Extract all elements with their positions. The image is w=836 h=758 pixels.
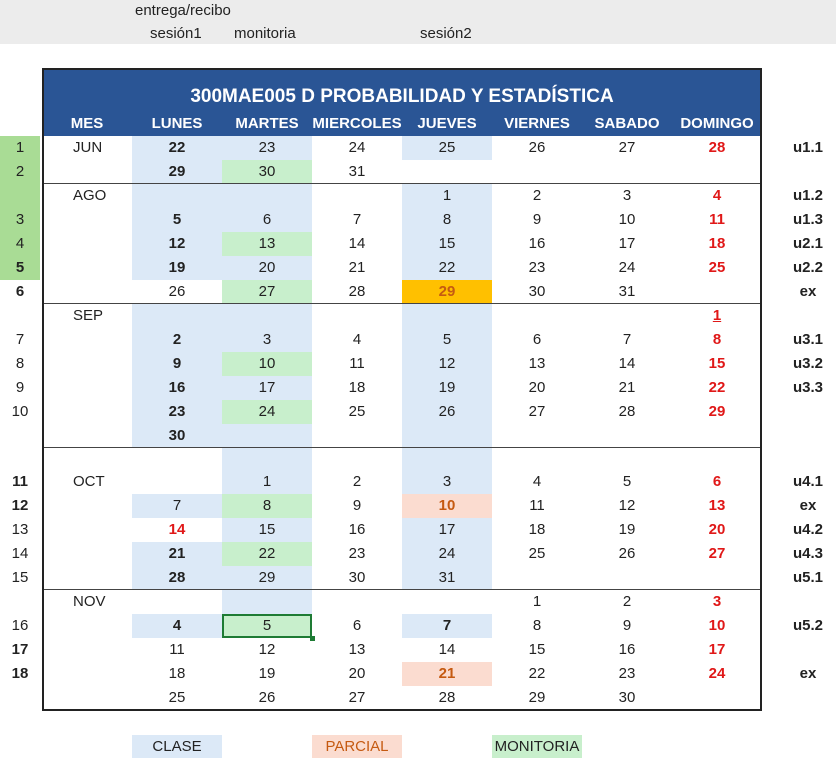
day-cell[interactable]: 6 <box>352 617 362 634</box>
day-cell[interactable]: 23 <box>258 139 276 156</box>
day-cell[interactable]: 15 <box>708 355 726 372</box>
day-cell[interactable]: 20 <box>708 521 726 538</box>
day-cell[interactable]: 26 <box>258 689 276 706</box>
day-cell[interactable]: 12 <box>168 235 186 252</box>
month-label: SEP <box>73 307 104 324</box>
day-cell[interactable]: 31 <box>618 283 636 300</box>
day-cell[interactable]: 25 <box>168 689 186 706</box>
day-cell[interactable]: 27 <box>258 283 276 300</box>
day-cell[interactable]: 23 <box>168 403 186 420</box>
day-cell[interactable]: 19 <box>168 259 186 276</box>
day-cell[interactable]: 1 <box>712 307 722 324</box>
day-cell[interactable]: 19 <box>258 665 276 682</box>
day-cell[interactable]: 3 <box>442 473 452 490</box>
day-cell[interactable]: 5 <box>442 331 452 348</box>
unit-tag: ex <box>799 283 817 300</box>
day-cell[interactable]: 14 <box>618 355 636 372</box>
day-cell[interactable]: 11 <box>529 497 545 514</box>
week-number: 5 <box>15 259 25 276</box>
day-cell[interactable]: 18 <box>708 235 726 252</box>
day-cell[interactable]: 8 <box>262 497 272 514</box>
day-cell[interactable]: 4 <box>532 473 542 490</box>
week-number <box>0 304 40 328</box>
unit-tag <box>780 160 836 184</box>
day-cell[interactable]: 8 <box>532 617 542 634</box>
day-cell[interactable]: 4 <box>172 617 182 634</box>
day-cell[interactable]: 13 <box>708 497 726 514</box>
day-cell[interactable]: 24 <box>258 403 276 420</box>
week-number <box>0 424 40 448</box>
week-number: 6 <box>15 283 25 300</box>
fill-handle[interactable] <box>310 636 315 641</box>
week-number <box>0 184 40 208</box>
day-cell[interactable]: 18 <box>528 521 546 538</box>
month-label: AGO <box>73 187 107 204</box>
day-cell[interactable]: 11 <box>349 355 365 372</box>
day-cell[interactable]: 22 <box>258 545 276 562</box>
day-cell[interactable]: 7 <box>352 211 362 228</box>
day-cell[interactable]: 3 <box>262 331 272 348</box>
day-cell[interactable]: 11 <box>169 641 185 658</box>
day-cell[interactable]: 30 <box>258 163 276 180</box>
unit-tag: u4.1 <box>792 473 823 490</box>
day-cell[interactable]: 20 <box>348 665 366 682</box>
day-cell[interactable]: 2 <box>622 593 632 610</box>
day-cell[interactable]: 13 <box>528 355 546 372</box>
day-cell[interactable]: 14 <box>348 235 366 252</box>
day-cell[interactable]: 25 <box>528 545 546 562</box>
day-cell[interactable]: 17 <box>438 521 456 538</box>
day-cell[interactable]: 9 <box>352 497 362 514</box>
day-cell[interactable]: 18 <box>168 665 186 682</box>
day-cell[interactable]: 20 <box>528 379 546 396</box>
week-number: 11 <box>12 473 28 490</box>
unit-tag <box>780 686 836 710</box>
day-cell[interactable]: 16 <box>528 235 546 252</box>
day-cell[interactable]: 24 <box>618 259 636 276</box>
unit-tag: u4.3 <box>792 545 823 562</box>
day-cell[interactable]: 31 <box>438 569 456 586</box>
day-cell[interactable]: 1 <box>532 593 542 610</box>
day-cell[interactable]: 10 <box>258 355 276 372</box>
day-cell[interactable]: 27 <box>708 545 726 562</box>
day-cell[interactable]: 24 <box>438 545 456 562</box>
day-cell[interactable]: 23 <box>528 259 546 276</box>
day-cell[interactable]: 27 <box>618 139 636 156</box>
unit-tag: u1.1 <box>792 139 823 156</box>
day-cell[interactable]: 3 <box>622 187 632 204</box>
day-cell[interactable]: 6 <box>532 331 542 348</box>
day-cell[interactable]: 26 <box>618 545 636 562</box>
day-cell[interactable]: 2 <box>532 187 542 204</box>
day-cell[interactable]: 15 <box>528 641 546 658</box>
day-cell[interactable]: 16 <box>348 521 366 538</box>
day-cell[interactable]: 16 <box>168 379 186 396</box>
day-cell[interactable]: 20 <box>258 259 276 276</box>
unit-tag: u2.2 <box>792 259 823 276</box>
day-cell[interactable]: 28 <box>438 689 456 706</box>
unit-tag: ex <box>799 665 817 682</box>
day-cell[interactable]: 28 <box>618 403 636 420</box>
week-number: 18 <box>11 665 29 682</box>
day-cell[interactable]: 12 <box>258 641 276 658</box>
unit-tag: u3.1 <box>792 331 823 348</box>
day-cell[interactable]: 11 <box>709 211 725 228</box>
calendar-frame <box>42 68 762 711</box>
day-cell[interactable]: 29 <box>528 689 546 706</box>
unit-tag: u2.1 <box>792 235 823 252</box>
day-cell[interactable]: 22 <box>708 379 726 396</box>
unit-tag <box>780 400 836 424</box>
day-cell[interactable]: 16 <box>618 641 636 658</box>
day-cell[interactable]: 8 <box>712 331 722 348</box>
day-cell[interactable]: 14 <box>168 521 186 538</box>
week-number: 8 <box>15 355 25 372</box>
day-cell[interactable]: 31 <box>348 163 366 180</box>
day-cell[interactable]: 29 <box>168 163 186 180</box>
day-cell[interactable]: 13 <box>348 641 366 658</box>
selected-cell[interactable] <box>222 614 312 638</box>
week-number <box>0 686 40 710</box>
day-cell[interactable]: 30 <box>348 569 366 586</box>
day-cell[interactable]: 25 <box>348 403 366 420</box>
day-cell[interactable]: 26 <box>528 139 546 156</box>
day-cell[interactable]: 12 <box>438 355 456 372</box>
day-cell[interactable]: 10 <box>438 497 456 514</box>
day-cell[interactable]: 21 <box>618 379 636 396</box>
legend-clase: CLASE <box>132 735 222 758</box>
day-cell[interactable]: 5 <box>172 211 182 228</box>
day-cell[interactable]: 1 <box>442 187 452 204</box>
day-cell[interactable]: 21 <box>348 259 366 276</box>
day-cell[interactable]: 18 <box>348 379 366 396</box>
week-number: 4 <box>15 235 25 252</box>
day-cell[interactable]: 26 <box>438 403 456 420</box>
day-cell[interactable]: 22 <box>438 259 456 276</box>
unit-tag <box>780 304 836 328</box>
legend-monitoria: MONITORIA <box>492 735 582 758</box>
day-cell[interactable]: 17 <box>708 641 726 658</box>
day-cell[interactable]: 30 <box>528 283 546 300</box>
day-cell[interactable]: 12 <box>618 497 636 514</box>
day-cell[interactable]: 9 <box>172 355 182 372</box>
day-cell[interactable]: 28 <box>348 283 366 300</box>
col-header-martes: MARTES <box>235 115 299 132</box>
day-cell[interactable]: 28 <box>708 139 726 156</box>
day-cell[interactable]: 9 <box>532 211 542 228</box>
unit-tag <box>780 424 836 448</box>
unit-tag: u4.2 <box>792 521 823 538</box>
month-label: OCT <box>73 473 105 490</box>
day-cell[interactable]: 5 <box>622 473 632 490</box>
unit-tag: u1.2 <box>792 187 823 204</box>
unit-tag <box>780 638 836 662</box>
day-cell[interactable]: 10 <box>708 617 726 634</box>
day-cell[interactable]: 25 <box>708 259 726 276</box>
week-number: 1 <box>15 139 25 156</box>
col-header-viernes: VIERNES <box>504 115 570 132</box>
legend-parcial: PARCIAL <box>312 735 402 758</box>
day-cell[interactable]: 3 <box>712 593 722 610</box>
week-number: 13 <box>11 521 29 538</box>
day-cell[interactable]: 2 <box>172 331 182 348</box>
day-cell[interactable]: 27 <box>348 689 366 706</box>
unit-tag: u1.3 <box>792 211 823 228</box>
day-cell[interactable]: 24 <box>348 139 366 156</box>
day-cell[interactable]: 22 <box>168 139 186 156</box>
week-number: 2 <box>15 163 25 180</box>
day-cell[interactable]: 21 <box>168 545 186 562</box>
week-number: 12 <box>11 497 29 514</box>
header-entrega-recibo: entrega/recibo <box>135 2 231 19</box>
day-cell[interactable]: 7 <box>172 497 182 514</box>
day-cell[interactable]: 6 <box>712 473 722 490</box>
day-cell[interactable]: 15 <box>258 521 276 538</box>
header-sesion1: sesión1 <box>150 25 202 42</box>
week-number: 14 <box>11 545 29 562</box>
day-cell[interactable]: 25 <box>438 139 456 156</box>
unit-tag: u5.2 <box>792 617 823 634</box>
day-cell[interactable]: 23 <box>348 545 366 562</box>
day-cell[interactable]: 29 <box>438 283 456 300</box>
col-header-lunes: LUNES <box>151 115 203 132</box>
day-cell[interactable]: 19 <box>438 379 456 396</box>
day-cell[interactable]: 22 <box>528 665 546 682</box>
day-cell[interactable]: 17 <box>258 379 276 396</box>
top-header-band <box>0 0 836 44</box>
day-cell[interactable]: 8 <box>442 211 452 228</box>
day-cell[interactable]: 6 <box>262 211 272 228</box>
day-cell[interactable]: 29 <box>708 403 726 420</box>
day-cell[interactable]: 19 <box>618 521 636 538</box>
unit-tag: ex <box>799 497 817 514</box>
week-number <box>0 590 40 614</box>
calendar-title: 300MAE005 D PROBABILIDAD Y ESTADÍSTICA <box>190 86 614 107</box>
day-cell[interactable]: 21 <box>438 665 456 682</box>
week-number: 7 <box>15 331 25 348</box>
day-cell[interactable]: 5 <box>262 617 272 634</box>
day-cell[interactable]: 28 <box>168 569 186 586</box>
week-number: 17 <box>11 641 29 658</box>
day-cell[interactable]: 24 <box>708 665 726 682</box>
week-number: 16 <box>11 617 29 634</box>
month-label: NOV <box>73 593 106 610</box>
day-cell[interactable]: 15 <box>438 235 456 252</box>
header-sesion2: sesión2 <box>420 25 472 42</box>
col-header-domingo: DOMINGO <box>680 115 754 132</box>
day-cell[interactable]: 23 <box>618 665 636 682</box>
day-cell[interactable]: 10 <box>618 211 636 228</box>
unit-tag: u3.3 <box>792 379 823 396</box>
unit-tag: u5.1 <box>792 569 823 586</box>
week-number: 15 <box>11 569 29 586</box>
day-cell[interactable]: 30 <box>618 689 636 706</box>
col-header-miercoles: MIERCOLES <box>312 115 402 132</box>
col-header-jueves: JUEVES <box>417 115 477 132</box>
day-cell[interactable]: 26 <box>168 283 186 300</box>
header-monitoria: monitoria <box>234 25 296 42</box>
unit-tag <box>780 590 836 614</box>
week-number: 10 <box>11 403 29 420</box>
day-cell[interactable]: 14 <box>438 641 456 658</box>
day-cell[interactable]: 13 <box>258 235 276 252</box>
unit-tag: u3.2 <box>792 355 823 372</box>
day-cell[interactable]: 4 <box>712 187 722 204</box>
week-number: 3 <box>15 211 25 228</box>
day-cell[interactable]: 2 <box>352 473 362 490</box>
day-cell[interactable]: 17 <box>618 235 636 252</box>
day-cell[interactable]: 7 <box>622 331 632 348</box>
col-header-sabado: SABADO <box>594 115 660 132</box>
col-header-mes: MES <box>70 115 104 132</box>
day-cell[interactable]: 27 <box>528 403 546 420</box>
week-number: 9 <box>15 379 25 396</box>
day-cell[interactable]: 9 <box>622 617 632 634</box>
day-cell[interactable]: 30 <box>168 427 186 444</box>
day-cell[interactable]: 29 <box>258 569 276 586</box>
day-cell[interactable]: 7 <box>442 617 452 634</box>
day-cell[interactable]: 4 <box>352 331 362 348</box>
day-cell[interactable]: 1 <box>262 473 272 490</box>
month-label: JUN <box>73 139 103 156</box>
